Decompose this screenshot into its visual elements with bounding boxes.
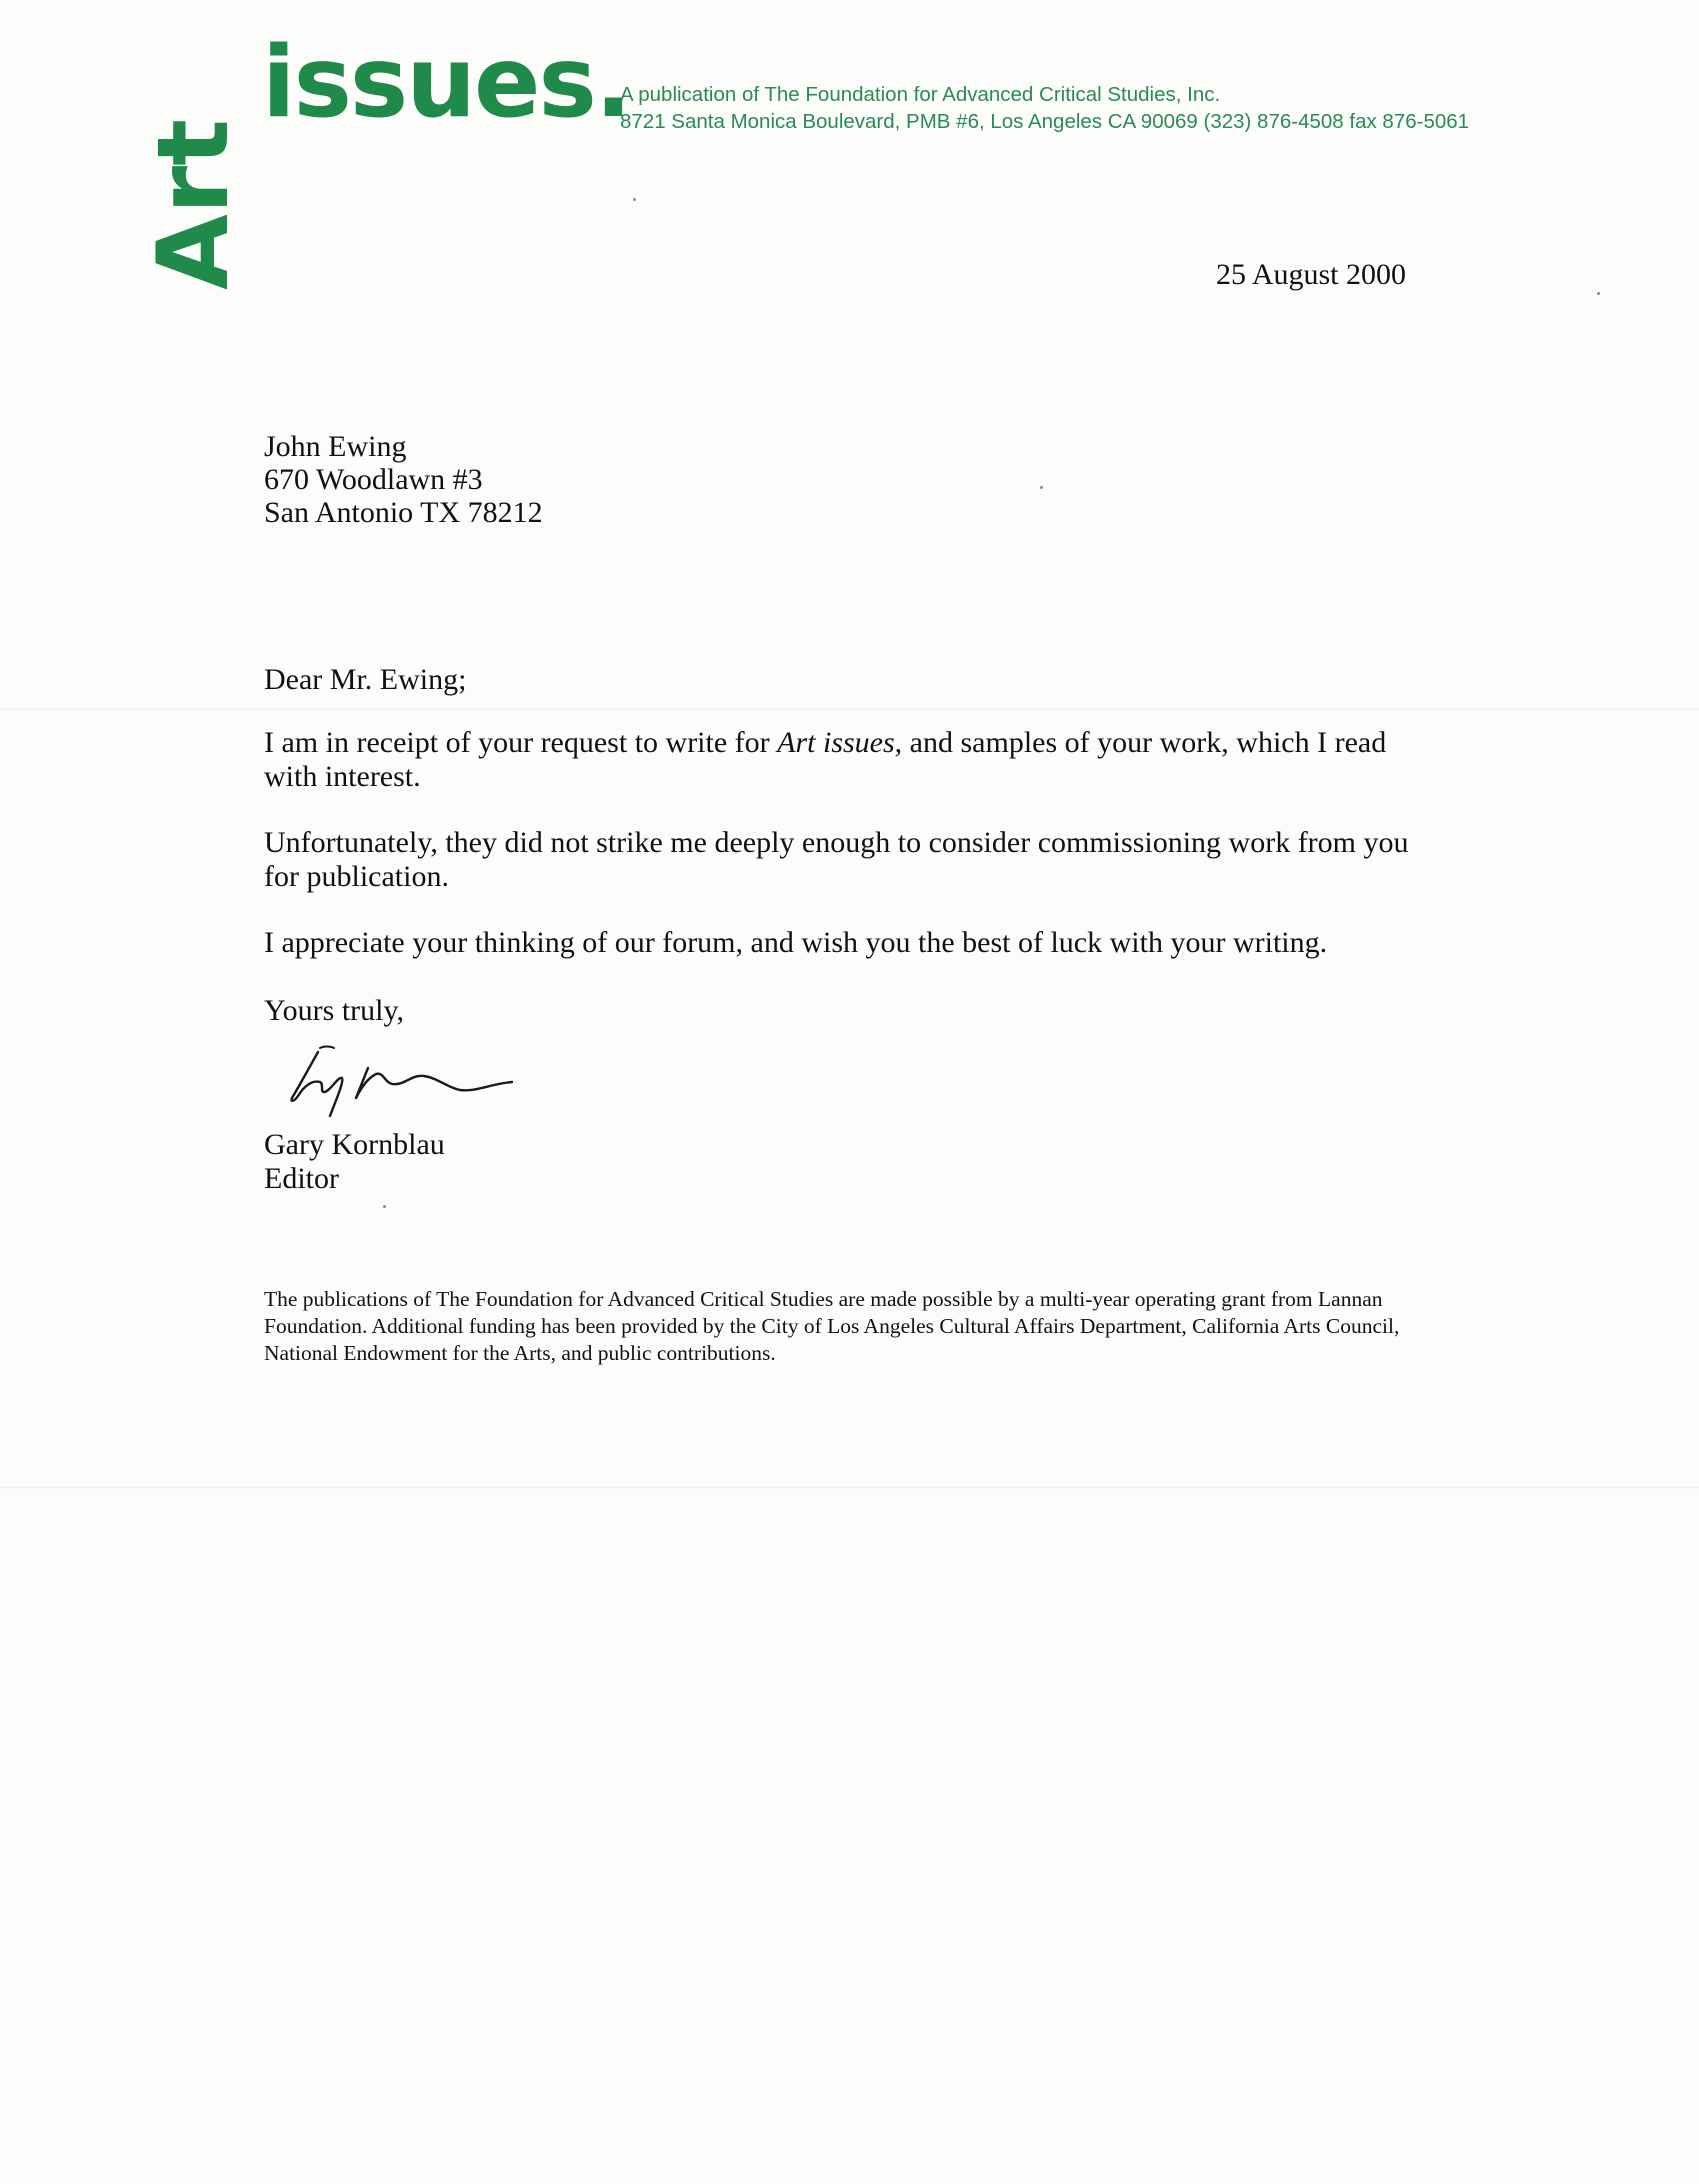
body-paragraph-2: Unfortunately, they did not strike me deeply enough to consider commissioning work from you for publication. bbox=[264, 826, 1409, 893]
letterhead-address-line: 8721 Santa Monica Boulevard, PMB #6, Los Angeles CA 90069 (323) 876-4508 fax 876-5061 bbox=[620, 110, 1470, 133]
salutation: Dear Mr. Ewing; bbox=[264, 663, 467, 696]
recipient-city: San Antonio TX 78212 bbox=[264, 496, 543, 529]
body-paragraph-3: I appreciate your thinking of our forum, and wish you the best of luck with your writing. bbox=[264, 926, 1328, 959]
signer-block bbox=[264, 1128, 445, 1196]
signer-name: Gary Kornblau bbox=[264, 1128, 445, 1161]
recipient-street: 670 Woodlawn #3 bbox=[264, 463, 483, 496]
fold-line bbox=[0, 1486, 1699, 1489]
fold-line bbox=[0, 708, 1699, 711]
recipient-name: John Ewing bbox=[264, 430, 407, 463]
recipient-address bbox=[264, 430, 543, 529]
paper-speck bbox=[383, 1205, 386, 1208]
logo-issues-wordmark: issues. bbox=[262, 26, 631, 140]
handwritten-signature bbox=[280, 1040, 530, 1120]
logo-art-wordmark: Art bbox=[137, 118, 251, 290]
funding-footnote: The publications of The Foundation for Advanced Critical Studies are made possible by a multi-year operating grant from Lannan Foundation. Additional funding has been provided by the City of Los Angeles Cultural Affairs Department, California Arts Council, National Endowment for the Arts, and public contributions. bbox=[264, 1287, 1400, 1365]
body-paragraph-1 bbox=[264, 726, 1444, 794]
paper-speck bbox=[1040, 486, 1043, 489]
signer-title: Editor bbox=[264, 1162, 339, 1195]
p1-text-after: and samples of your work, which I read with interest. bbox=[264, 726, 1387, 793]
letterhead-publisher-line: A publication of The Foundation for Advanced Critical Studies, Inc. bbox=[620, 83, 1221, 106]
publication-title: Art issues, bbox=[777, 726, 903, 759]
paper-speck bbox=[633, 198, 636, 201]
letter-date: 25 August 2000 bbox=[1216, 258, 1407, 291]
p1-text-before: I am in receipt of your request to write for bbox=[264, 726, 778, 759]
paper-speck bbox=[1597, 292, 1600, 295]
closing: Yours truly, bbox=[264, 994, 405, 1027]
